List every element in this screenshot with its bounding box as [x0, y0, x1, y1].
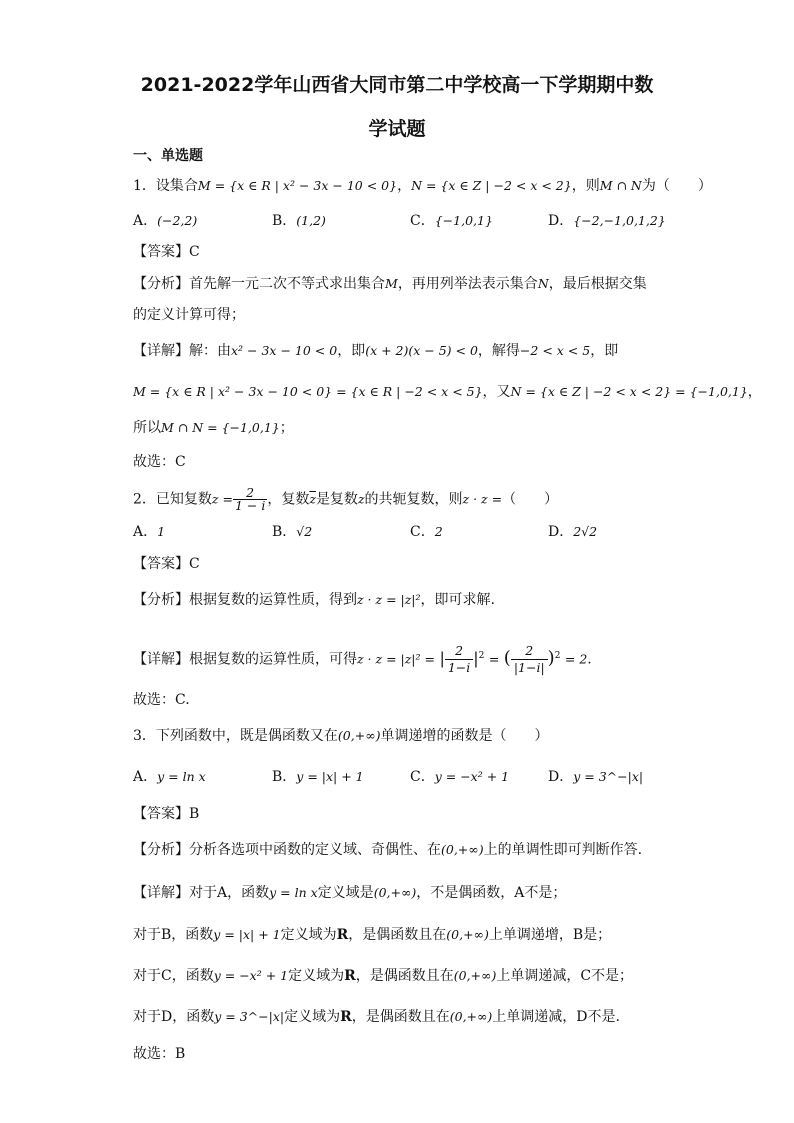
q2-stem — [133, 487, 558, 512]
detail-result: = 2 — [564, 651, 588, 667]
q1-option-c — [410, 211, 493, 231]
q2-zbar: $\overline{z}$ — [309, 491, 316, 507]
option-label: D． — [548, 524, 574, 540]
q1-stem-sep2: ，则 — [571, 178, 600, 194]
fraction-denominator: 1 − i — [234, 498, 266, 513]
q3-detail-a — [133, 883, 566, 903]
option-label: A． — [133, 524, 158, 540]
analysis-var-m: M — [385, 276, 398, 291]
option-label: C． — [410, 769, 435, 785]
option-value: 1 — [157, 524, 166, 539]
fraction-numerator: 2 — [511, 643, 548, 660]
option-value: {−1,0,1} — [434, 213, 493, 228]
analysis-text: 根据复数的运算性质，得到 — [189, 592, 357, 608]
detail-text: ，不是偶函数，A不是； — [416, 885, 567, 901]
detail-text: ，又 — [482, 384, 511, 400]
q2-z: z — [357, 491, 365, 507]
q1-analysis — [133, 274, 647, 294]
detail-text: ，即 — [337, 343, 366, 359]
analysis-interval: (0,+∞) — [441, 842, 484, 857]
detail-text: 对于C，函数 — [133, 968, 214, 984]
detail-text: 对于B，函数 — [133, 927, 214, 943]
detail-math: (x + 2)(x − 5) < 0 — [365, 343, 478, 358]
detail-real-set: R — [336, 927, 349, 943]
document-title-line2: 学试题 — [368, 118, 426, 140]
detail-math: y = 3^−|x| — [214, 1009, 285, 1024]
q1-stem-sep: ， — [397, 178, 412, 194]
option-label: B． — [272, 769, 297, 785]
option-value: √2 — [296, 524, 313, 539]
q1-stem-suffix: 为（ ） — [641, 178, 712, 194]
detail-tag: 【详解】 — [133, 343, 189, 359]
q3-stem-prefix: 3．下列函数中，既是偶函数又在 — [133, 728, 338, 744]
detail-text: ， — [747, 384, 762, 400]
analysis-text: ，再用列举法表示集合 — [397, 276, 538, 292]
q1-conclusion: 故选：C — [133, 454, 186, 470]
q3-answer: 【答案】B — [133, 806, 200, 822]
q1-stem-prefix: 1．设集合 — [133, 178, 198, 194]
paren-left: ( — [503, 647, 511, 669]
q2-answer: 【答案】C — [133, 556, 200, 572]
detail-math: z · z = |z|² = — [357, 651, 435, 667]
document-title-line1: 2021-2022学年山西省大同市第二中学校高一下学期期中数 — [140, 74, 654, 96]
q1-detail-line3 — [133, 418, 294, 438]
q2-analysis — [133, 590, 495, 610]
q2-stem-text: ，复数 — [267, 491, 310, 508]
q3-stem — [133, 726, 549, 746]
q1-set-m: M = {x ∈ R | x² − 3x − 10 < 0} — [197, 178, 398, 193]
q3-analysis — [133, 840, 642, 860]
detail-end: . — [587, 651, 592, 668]
detail-math: N = {x ∈ Z | −2 < x < 2} = {−1,0,1} — [510, 384, 748, 399]
detail-text: ，即 — [590, 343, 619, 359]
analysis-text: 分析各选项中函数的定义域、奇偶性、在 — [189, 842, 441, 858]
q3-detail-b — [133, 925, 611, 945]
fraction-numerator: 2 — [445, 643, 473, 660]
option-value: y = 3^−|x| — [573, 769, 644, 784]
q1-answer: 【答案】C — [133, 244, 200, 260]
q3-detail-c — [133, 966, 633, 986]
detail-text: 定义域为 — [288, 968, 345, 984]
detail-math: y = ln x — [269, 885, 318, 900]
detail-real-set: R — [344, 968, 356, 984]
q1-detail-line1 — [133, 341, 618, 361]
q2-option-b — [272, 522, 312, 542]
q1-intersection: M ∩ N — [599, 178, 642, 193]
q2-option-c — [410, 522, 443, 542]
option-value: (−2,2) — [157, 213, 198, 228]
detail-real-set: R — [340, 1009, 352, 1025]
option-label: A． — [133, 769, 158, 785]
detail-text: 根据复数的运算性质，可得 — [189, 651, 357, 668]
option-label: D． — [548, 213, 574, 229]
q1-option-b — [272, 211, 326, 231]
q3-stem-suffix: 单调递增的函数是（ ） — [380, 728, 549, 744]
q1-stem — [133, 176, 712, 196]
q3-interval: (0,+∞) — [337, 728, 381, 743]
detail-text: 定义域为 — [280, 927, 337, 943]
q1-set-n: N = {x ∈ Z | −2 < x < 2} — [411, 178, 572, 193]
analysis-text: 上的单调性即可判断作答. — [483, 842, 643, 858]
q3-conclusion: 故选：B — [133, 1046, 186, 1062]
q2-stem-text: 的共轭复数，则 — [364, 491, 463, 508]
option-label: A． — [133, 213, 158, 229]
option-label: D． — [548, 769, 574, 785]
detail-text: 上单调递减，D不是. — [492, 1009, 620, 1025]
detail-fraction-1 — [445, 643, 473, 676]
q1-analysis-line2: 的定义计算可得； — [133, 307, 245, 323]
detail-text: ，解得 — [477, 343, 520, 359]
q2-stem-text: 是复数 — [315, 491, 358, 508]
detail-text: 上单调递减，C不是； — [496, 968, 634, 984]
detail-math: y = |x| + 1 — [213, 927, 281, 942]
q2-option-d — [548, 522, 597, 542]
analysis-text: ，即可求解. — [420, 592, 495, 608]
detail-text: 对于D，函数 — [133, 1009, 215, 1025]
analysis-text: 首先解一元二次不等式求出集合 — [189, 276, 385, 292]
q2-stem-suffix: （ ） — [502, 491, 559, 508]
detail-tag: 【详解】 — [133, 885, 189, 901]
detail-text: 定义域是 — [317, 885, 374, 901]
detail-text: ，是偶函数且在 — [355, 968, 454, 984]
q3-option-b — [272, 767, 364, 787]
analysis-text: ，最后根据交集 — [548, 276, 647, 292]
option-label: B． — [272, 213, 297, 229]
fraction-numerator: 2 — [233, 487, 267, 500]
detail-text: 解：由 — [189, 343, 231, 359]
option-label: C． — [410, 524, 435, 540]
detail-text: ，是偶函数且在 — [348, 927, 447, 943]
detail-math: −2 < x < 5 — [519, 343, 591, 358]
detail-text: ，是偶函数且在 — [351, 1009, 450, 1025]
option-value: 2√2 — [573, 524, 598, 539]
q1-detail-line2 — [133, 382, 762, 402]
q2-conclusion: 故选：C. — [133, 692, 190, 708]
option-value: {−2,−1,0,1,2} — [573, 213, 666, 228]
q3-option-c — [410, 767, 509, 787]
detail-math: M ∩ N = {−1,0,1} — [161, 420, 280, 435]
option-value: y = −x² + 1 — [434, 769, 510, 784]
square-exponent: 2 — [478, 651, 485, 661]
analysis-tag: 【分析】 — [133, 592, 189, 608]
detail-tag: 【详解】 — [133, 651, 189, 668]
detail-math: M = {x ∈ R | x² − 3x − 10 < 0} = {x ∈ R | −2 < x < 5} — [133, 384, 483, 399]
q1-option-a — [133, 211, 197, 231]
fraction-denominator: 1−i — [447, 660, 471, 676]
detail-text: ； — [279, 420, 294, 436]
abs-bracket-right: | — [473, 648, 479, 668]
detail-equals: = — [488, 651, 500, 667]
q2-fraction — [233, 487, 267, 512]
q2-stem-prefix: 2．已知复数 — [133, 491, 212, 508]
detail-math: (0,+∞) — [446, 927, 489, 942]
option-label: C． — [410, 213, 435, 229]
q1-option-d — [548, 211, 666, 231]
q2-z-def: z = — [211, 491, 233, 507]
detail-math: x² − 3x − 10 < 0 — [231, 343, 338, 358]
detail-text: 定义域为 — [284, 1009, 341, 1025]
detail-fraction-2 — [511, 643, 548, 676]
q3-option-d — [548, 767, 643, 787]
paren-right: ) — [547, 647, 555, 669]
detail-text: 对于A，函数 — [189, 885, 270, 901]
analysis-var-n: N — [537, 276, 549, 291]
option-value: 2 — [434, 524, 443, 539]
abs-bracket-left: | — [439, 648, 445, 668]
analysis-tag: 【分析】 — [133, 842, 189, 858]
section-heading: 一、单选题 — [133, 148, 203, 164]
detail-text: 所以 — [133, 420, 161, 436]
q3-detail-d — [133, 1007, 620, 1027]
detail-math: y = −x² + 1 — [213, 968, 289, 983]
option-value: y = |x| + 1 — [296, 769, 364, 784]
analysis-tag: 【分析】 — [133, 276, 189, 292]
detail-text: 上单调递增，B是； — [488, 927, 612, 943]
q2-product: z · z = — [462, 491, 503, 507]
analysis-math: z · z = |z|² — [357, 592, 421, 607]
option-value: (1,2) — [296, 213, 326, 228]
option-label: B． — [272, 524, 297, 540]
detail-math: (0,+∞) — [453, 968, 497, 983]
q2-option-a — [133, 522, 165, 542]
fraction-denominator: |1−i| — [513, 660, 545, 676]
q3-option-a — [133, 767, 206, 787]
q2-detail — [133, 641, 592, 676]
detail-math: (0,+∞) — [449, 1009, 493, 1024]
detail-math: (0,+∞) — [373, 885, 417, 900]
option-value: y = ln x — [157, 769, 206, 784]
square-exponent-2: 2 — [554, 651, 561, 661]
